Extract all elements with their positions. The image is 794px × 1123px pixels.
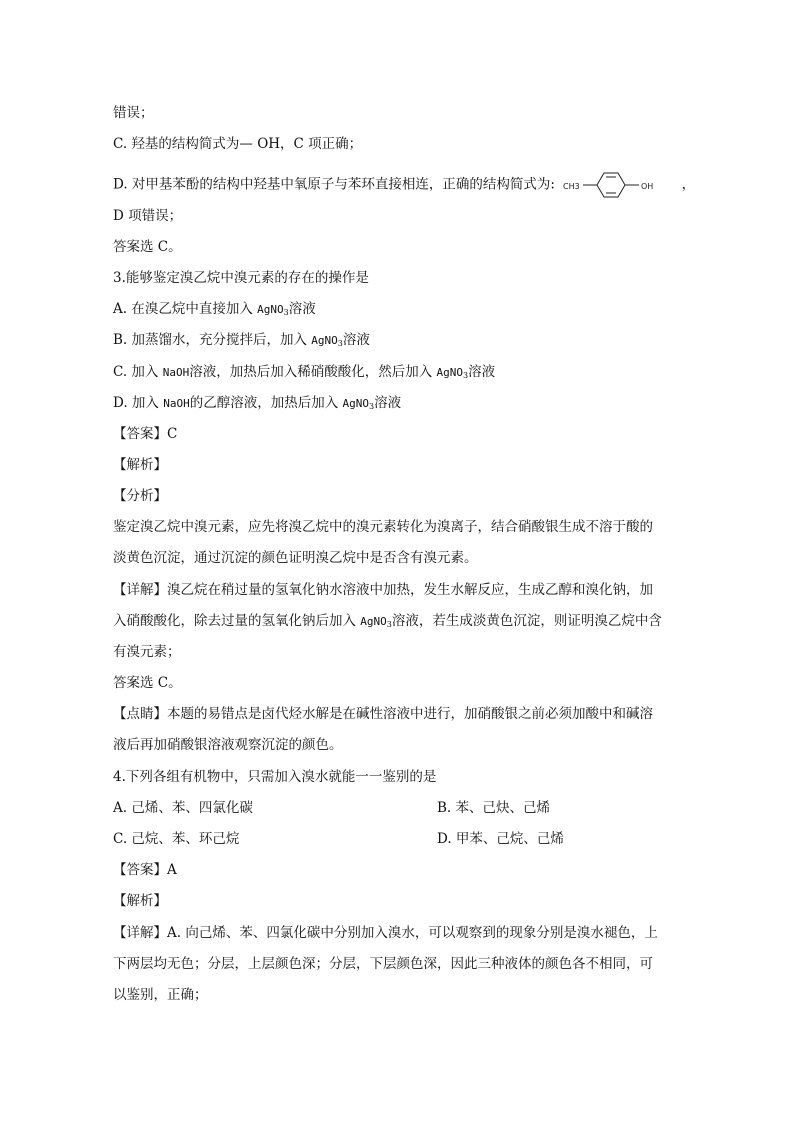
text-line: 答案选 C。 bbox=[113, 239, 182, 255]
chem-formula: AgNO bbox=[257, 303, 284, 316]
text-span: 的乙醇溶液，加热后加入 bbox=[189, 395, 343, 411]
methylphenol-structure-icon bbox=[563, 170, 673, 200]
analysis-heading: 【解析】 bbox=[113, 457, 167, 473]
chem-formula: AgNO bbox=[360, 615, 387, 628]
chem-subscript: 3 bbox=[386, 620, 392, 629]
text-line: D 项错误； bbox=[113, 208, 183, 224]
chem-subscript: 3 bbox=[283, 308, 289, 317]
answer-4: 【答案】A bbox=[113, 862, 177, 878]
chem-formula: AgNO bbox=[436, 366, 464, 379]
text-span: 溶液 bbox=[288, 301, 316, 317]
text-span: 溶液，加热后加入稀硝酸酸化，然后加入 bbox=[189, 364, 437, 380]
chem-subscript: 3 bbox=[463, 371, 469, 380]
option-4a: A. 己烯、苯、四氯化碳 bbox=[113, 800, 253, 816]
text-line bbox=[113, 170, 695, 200]
text-line: 下两层均无色；分层，上层颜色深；分层，下层颜色深，因此三种液体的颜色各不相同，可 bbox=[113, 956, 653, 972]
answer-3: 【答案】C bbox=[113, 426, 178, 442]
text-span: ， bbox=[681, 176, 696, 193]
text-line bbox=[113, 611, 662, 635]
option-4b: B. 苯、己炔、己烯 bbox=[437, 800, 551, 816]
analysis-heading: 【解析】 bbox=[113, 893, 167, 909]
text-line: 答案选 C。 bbox=[113, 675, 182, 691]
structure-ch3-label: CH3 bbox=[563, 182, 580, 191]
text-line: 液后再加硝酸银溶液观察沉淀的颜色。 bbox=[113, 737, 343, 753]
text-span: B. 加蒸馏水，充分搅拌后，加入 bbox=[113, 332, 312, 348]
text-span: 溶液 bbox=[468, 364, 496, 380]
chem-subscript: 3 bbox=[369, 402, 375, 411]
analysis-subheading: 【分析】 bbox=[113, 488, 167, 504]
text-span: 溶液 bbox=[342, 332, 370, 348]
question-3-title: 3.能够鉴定溴乙烷中溴元素的存在的操作是 bbox=[113, 270, 369, 286]
text-line: 【详解】溴乙烷在稍过量的氢氧化钠水溶液中加热，发生水解反应，生成乙醇和溴化钠，加 bbox=[113, 582, 653, 598]
question-4-title: 4.下列各组有机物中，只需加入溴水就能一一鉴别的是 bbox=[113, 769, 437, 785]
text-span: A. 在溴乙烷中直接加入 bbox=[113, 301, 258, 317]
option-3a bbox=[113, 299, 316, 323]
chem-formula: AgNO bbox=[342, 397, 370, 410]
text-line: 鉴定溴乙烷中溴元素，应先将溴乙烷中的溴元素转化为溴离子，结合硝酸银生成不溶于酸的 bbox=[113, 519, 653, 535]
text-span: D. 加入 bbox=[113, 395, 164, 411]
text-span: 溶液，若生成淡黄色沉淀，则证明溴乙烷中含 bbox=[391, 613, 662, 629]
text-line: 淡黄色沉淀，通过沉淀的颜色证明溴乙烷中是否含有溴元素。 bbox=[113, 550, 478, 566]
text-span: 溶液 bbox=[374, 395, 402, 411]
option-3b bbox=[113, 330, 370, 354]
option-4d: D. 甲苯、己烷、己烯 bbox=[437, 831, 564, 847]
text-line: 有溴元素； bbox=[113, 644, 181, 660]
text-line: 【点睛】本题的易错点是卤代烃水解是在碱性溶液中进行，加硝酸银之前必须加酸中和碱溶 bbox=[113, 706, 653, 722]
text-span: D. 对甲基苯酚的结构中羟基中氧原子与苯环直接相连，正确的结构简式为: bbox=[113, 176, 555, 193]
chem-subscript: 3 bbox=[337, 339, 343, 348]
chem-formula: NaOH bbox=[163, 397, 190, 410]
text-line: 错误； bbox=[113, 105, 154, 121]
text-span: 入硝酸酸化，除去过量的氢氧化钠后加入 bbox=[113, 613, 361, 629]
option-3d bbox=[113, 393, 401, 417]
text-line: 以鉴别，正确； bbox=[113, 987, 208, 1003]
chem-formula: AgNO bbox=[311, 334, 338, 347]
text-line: 【详解】A. 向己烯、苯、四氯化碳中分别加入溴水，可以观察到的现象分别是溴水褪色，上 bbox=[113, 925, 658, 941]
option-4c: C. 己烷、苯、环己烷 bbox=[113, 831, 240, 847]
text-line: C. 羟基的结构简式为— OH，C 项正确； bbox=[113, 136, 363, 152]
structure-oh-label: OH bbox=[641, 182, 654, 191]
chem-formula: NaOH bbox=[162, 366, 190, 379]
option-3c bbox=[113, 362, 495, 386]
text-span: C. 加入 bbox=[113, 364, 163, 380]
